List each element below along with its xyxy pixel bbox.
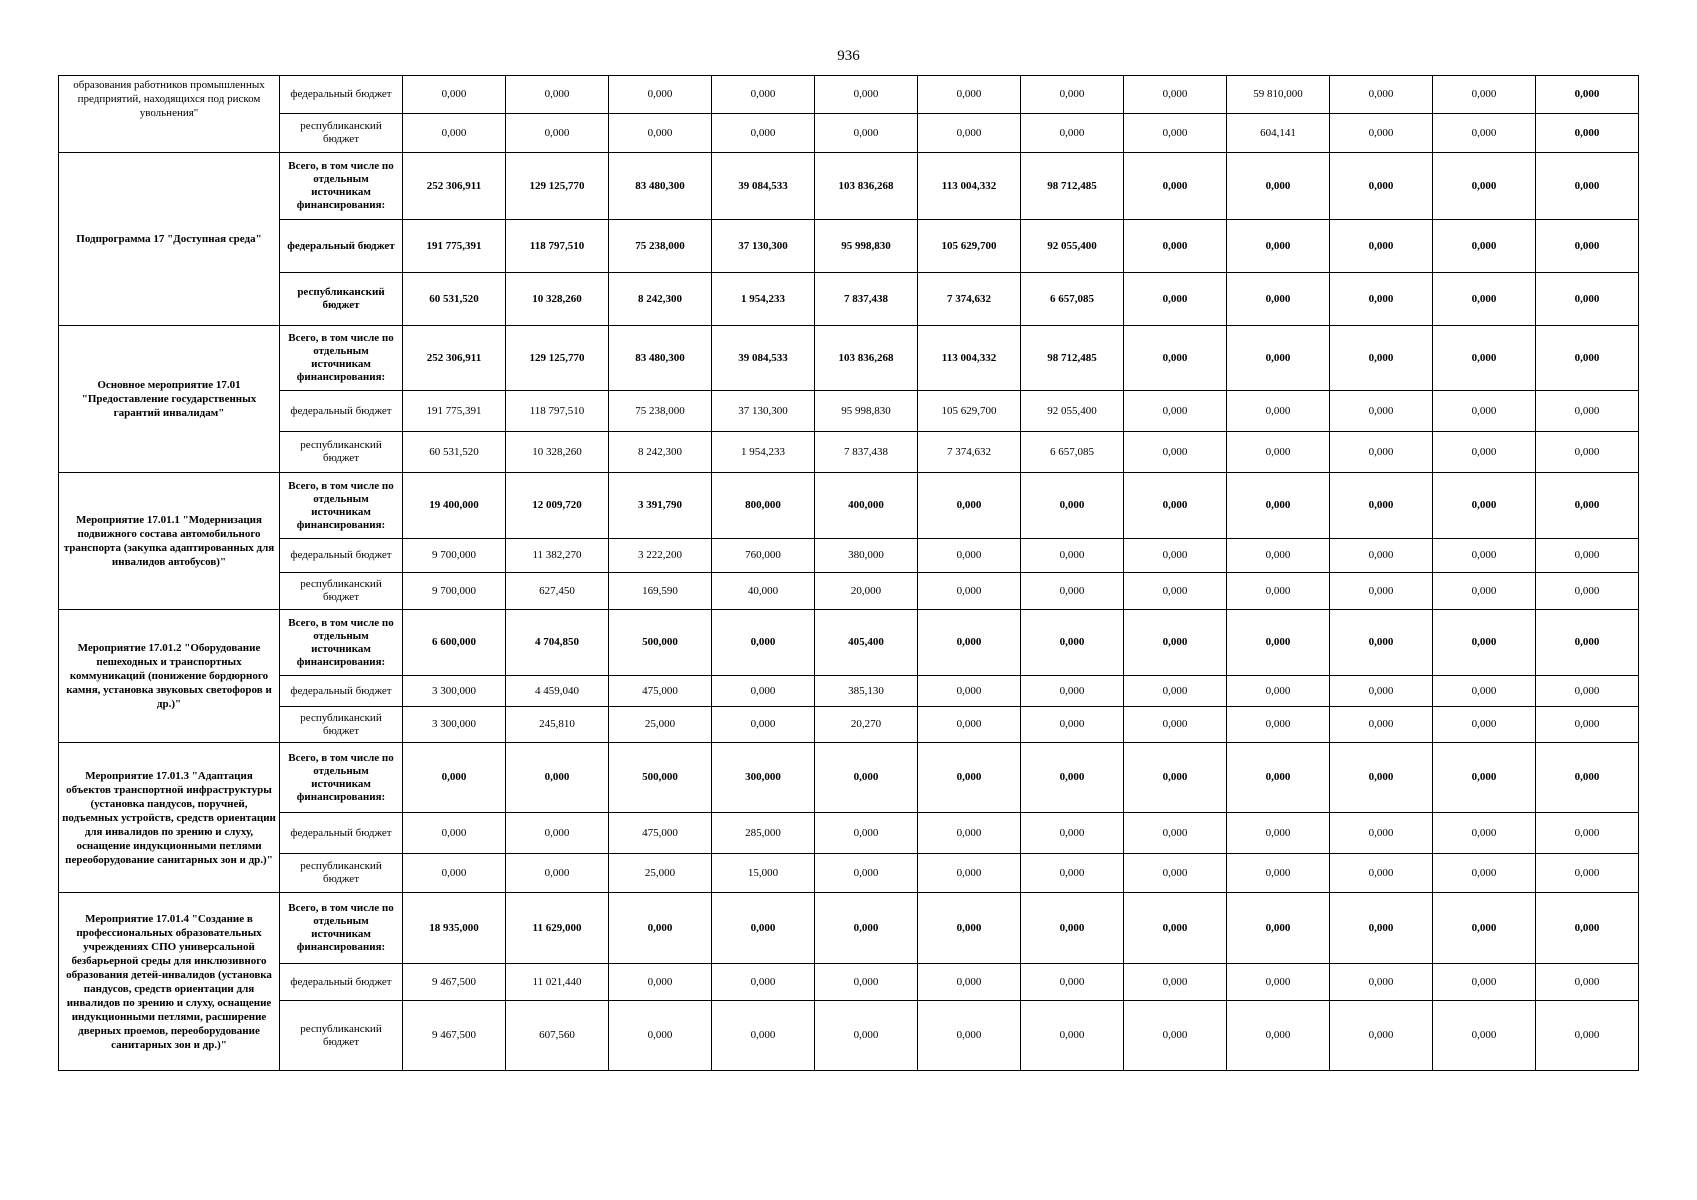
value-cell: 0,000	[403, 743, 506, 813]
value-cell: 0,000	[1536, 854, 1639, 893]
value-cell: 60 531,520	[403, 432, 506, 473]
value-cell: 0,000	[1330, 326, 1433, 391]
value-cell: 0,000	[1124, 813, 1227, 854]
value-cell: 0,000	[1536, 114, 1639, 153]
value-cell: 0,000	[1124, 893, 1227, 964]
value-cell: 0,000	[1124, 114, 1227, 153]
program-name-cell: Основное мероприятие 17.01 "Предоставление государственных гарантий инвалидам"	[59, 326, 280, 473]
value-cell: 0,000	[1536, 539, 1639, 573]
value-cell: 0,000	[712, 893, 815, 964]
value-cell: 37 130,300	[712, 391, 815, 432]
value-cell: 0,000	[1227, 1001, 1330, 1071]
value-cell: 105 629,700	[918, 391, 1021, 432]
value-cell: 0,000	[815, 743, 918, 813]
value-cell: 3 300,000	[403, 676, 506, 707]
value-cell: 0,000	[1227, 273, 1330, 326]
value-cell: 604,141	[1227, 114, 1330, 153]
value-cell: 1 954,233	[712, 273, 815, 326]
value-cell: 0,000	[1227, 153, 1330, 220]
funding-source-cell: федеральный бюджет	[280, 964, 403, 1001]
value-cell: 0,000	[712, 1001, 815, 1071]
value-cell: 0,000	[918, 676, 1021, 707]
value-cell: 11 382,270	[506, 539, 609, 573]
value-cell: 0,000	[918, 964, 1021, 1001]
value-cell: 1 954,233	[712, 432, 815, 473]
value-cell: 25,000	[609, 707, 712, 743]
value-cell: 0,000	[403, 854, 506, 893]
value-cell: 0,000	[506, 854, 609, 893]
value-cell: 98 712,485	[1021, 326, 1124, 391]
value-cell: 0,000	[918, 893, 1021, 964]
value-cell: 0,000	[1124, 153, 1227, 220]
value-cell: 475,000	[609, 813, 712, 854]
value-cell: 0,000	[1124, 539, 1227, 573]
value-cell: 0,000	[403, 813, 506, 854]
value-cell: 0,000	[1433, 610, 1536, 676]
value-cell: 0,000	[1330, 76, 1433, 114]
value-cell: 0,000	[918, 573, 1021, 610]
value-cell: 0,000	[1330, 220, 1433, 273]
value-cell: 0,000	[1536, 707, 1639, 743]
value-cell: 0,000	[1227, 610, 1330, 676]
value-cell: 11 021,440	[506, 964, 609, 1001]
funding-source-cell: Всего, в том числе по отдельным источникам финансирования:	[280, 893, 403, 964]
value-cell: 0,000	[918, 743, 1021, 813]
value-cell: 0,000	[1124, 707, 1227, 743]
value-cell: 0,000	[1227, 676, 1330, 707]
value-cell: 0,000	[1124, 743, 1227, 813]
value-cell: 37 130,300	[712, 220, 815, 273]
value-cell: 0,000	[1330, 473, 1433, 539]
value-cell: 0,000	[1536, 220, 1639, 273]
program-name-cell: Мероприятие 17.01.4 "Создание в профессиональных образовательных учреждениях СПО универсальной безбарьерной среды для инклюзивного образования детей-инвалидов (установка пандусов, средств ориентации для инвалидов по зрению и слуху, оснащение индукционными петлями, расширение дверных проемов, переоборудование санитарных зон и др.)"	[59, 893, 280, 1071]
value-cell: 0,000	[918, 813, 1021, 854]
value-cell: 0,000	[1124, 432, 1227, 473]
value-cell: 15,000	[712, 854, 815, 893]
funding-source-cell: Всего, в том числе по отдельным источникам финансирования:	[280, 743, 403, 813]
value-cell: 98 712,485	[1021, 153, 1124, 220]
value-cell: 105 629,700	[918, 220, 1021, 273]
funding-source-cell: федеральный бюджет	[280, 76, 403, 114]
value-cell: 500,000	[609, 610, 712, 676]
value-cell: 0,000	[1227, 326, 1330, 391]
value-cell: 0,000	[1021, 610, 1124, 676]
value-cell: 0,000	[609, 114, 712, 153]
value-cell: 95 998,830	[815, 220, 918, 273]
funding-source-cell: республиканский бюджет	[280, 854, 403, 893]
value-cell: 20,270	[815, 707, 918, 743]
funding-source-cell: Всего, в том числе по отдельным источникам финансирования:	[280, 473, 403, 539]
value-cell: 191 775,391	[403, 391, 506, 432]
value-cell: 39 084,533	[712, 326, 815, 391]
funding-source-cell: республиканский бюджет	[280, 114, 403, 153]
funding-source-cell: республиканский бюджет	[280, 707, 403, 743]
value-cell: 0,000	[1433, 220, 1536, 273]
value-cell: 0,000	[918, 610, 1021, 676]
value-cell: 0,000	[1124, 76, 1227, 114]
value-cell: 3 391,790	[609, 473, 712, 539]
value-cell: 0,000	[712, 676, 815, 707]
value-cell: 0,000	[506, 743, 609, 813]
table-row	[59, 432, 1639, 473]
table-row	[59, 273, 1639, 326]
funding-source-cell: федеральный бюджет	[280, 220, 403, 273]
funding-source-cell: республиканский бюджет	[280, 432, 403, 473]
value-cell: 0,000	[609, 1001, 712, 1071]
value-cell: 0,000	[506, 76, 609, 114]
budget-table	[58, 75, 1639, 1071]
value-cell: 83 480,300	[609, 326, 712, 391]
value-cell: 0,000	[1124, 676, 1227, 707]
value-cell: 0,000	[1021, 539, 1124, 573]
value-cell: 0,000	[1021, 676, 1124, 707]
value-cell: 0,000	[918, 114, 1021, 153]
value-cell: 760,000	[712, 539, 815, 573]
value-cell: 95 998,830	[815, 391, 918, 432]
value-cell: 6 657,085	[1021, 432, 1124, 473]
value-cell: 92 055,400	[1021, 220, 1124, 273]
value-cell: 0,000	[815, 854, 918, 893]
value-cell: 129 125,770	[506, 326, 609, 391]
table-row	[59, 76, 1639, 114]
value-cell: 0,000	[815, 1001, 918, 1071]
value-cell: 627,450	[506, 573, 609, 610]
value-cell: 8 242,300	[609, 432, 712, 473]
value-cell: 0,000	[1433, 676, 1536, 707]
value-cell: 0,000	[1227, 964, 1330, 1001]
value-cell: 20,000	[815, 573, 918, 610]
value-cell: 0,000	[815, 114, 918, 153]
value-cell: 475,000	[609, 676, 712, 707]
program-name-cell: Мероприятие 17.01.3 "Адаптация объектов транспортной инфраструктуры (установка пандусов, поручней, подъемных устройств, средств ориентации для инвалидов по зрению и слуху, оснащение индукционными петлями переоборудование санитарных зон и др.)"	[59, 743, 280, 893]
value-cell: 800,000	[712, 473, 815, 539]
value-cell: 0,000	[918, 473, 1021, 539]
value-cell: 0,000	[1433, 153, 1536, 220]
value-cell: 0,000	[815, 813, 918, 854]
value-cell: 59 810,000	[1227, 76, 1330, 114]
page-number: 936	[837, 48, 860, 64]
table-row	[59, 391, 1639, 432]
value-cell: 0,000	[1433, 539, 1536, 573]
value-cell: 0,000	[1021, 854, 1124, 893]
value-cell: 9 467,500	[403, 1001, 506, 1071]
value-cell: 0,000	[1536, 76, 1639, 114]
program-name-cell: образования работников промышленных предприятий, находящихся под риском увольнения"	[59, 76, 280, 153]
table-row	[59, 326, 1639, 391]
value-cell: 103 836,268	[815, 326, 918, 391]
table-row	[59, 964, 1639, 1001]
value-cell: 0,000	[1227, 391, 1330, 432]
value-cell: 0,000	[1433, 76, 1536, 114]
value-cell: 0,000	[918, 854, 1021, 893]
value-cell: 0,000	[918, 1001, 1021, 1071]
value-cell: 6 600,000	[403, 610, 506, 676]
value-cell: 0,000	[1433, 813, 1536, 854]
value-cell: 0,000	[815, 964, 918, 1001]
value-cell: 0,000	[1330, 153, 1433, 220]
value-cell: 0,000	[609, 964, 712, 1001]
value-cell: 9 467,500	[403, 964, 506, 1001]
value-cell: 40,000	[712, 573, 815, 610]
value-cell: 0,000	[1536, 743, 1639, 813]
value-cell: 75 238,000	[609, 391, 712, 432]
value-cell: 0,000	[1227, 893, 1330, 964]
value-cell: 0,000	[1021, 743, 1124, 813]
value-cell: 0,000	[1124, 391, 1227, 432]
value-cell: 0,000	[1330, 273, 1433, 326]
value-cell: 18 935,000	[403, 893, 506, 964]
value-cell: 0,000	[1227, 707, 1330, 743]
value-cell: 0,000	[1330, 391, 1433, 432]
value-cell: 0,000	[609, 893, 712, 964]
value-cell: 0,000	[1433, 573, 1536, 610]
value-cell: 0,000	[918, 707, 1021, 743]
value-cell: 0,000	[1433, 114, 1536, 153]
value-cell: 0,000	[1021, 76, 1124, 114]
value-cell: 0,000	[1433, 273, 1536, 326]
value-cell: 0,000	[1433, 707, 1536, 743]
value-cell: 7 374,632	[918, 432, 1021, 473]
value-cell: 0,000	[1536, 153, 1639, 220]
value-cell: 0,000	[1433, 473, 1536, 539]
value-cell: 400,000	[815, 473, 918, 539]
value-cell: 0,000	[1021, 813, 1124, 854]
program-name-cell: Подпрограмма 17 "Доступная среда"	[59, 153, 280, 326]
value-cell: 9 700,000	[403, 539, 506, 573]
value-cell: 0,000	[1536, 893, 1639, 964]
value-cell: 0,000	[403, 76, 506, 114]
value-cell: 0,000	[1330, 573, 1433, 610]
value-cell: 0,000	[1021, 114, 1124, 153]
value-cell: 285,000	[712, 813, 815, 854]
value-cell: 0,000	[1124, 273, 1227, 326]
value-cell: 0,000	[1536, 1001, 1639, 1071]
value-cell: 0,000	[1227, 473, 1330, 539]
value-cell: 405,400	[815, 610, 918, 676]
value-cell: 11 629,000	[506, 893, 609, 964]
value-cell: 0,000	[1433, 893, 1536, 964]
value-cell: 0,000	[1433, 432, 1536, 473]
value-cell: 0,000	[1021, 893, 1124, 964]
table-row	[59, 473, 1639, 539]
funding-source-cell: федеральный бюджет	[280, 539, 403, 573]
table-row	[59, 743, 1639, 813]
value-cell: 118 797,510	[506, 391, 609, 432]
value-cell: 0,000	[918, 76, 1021, 114]
table-row	[59, 893, 1639, 964]
value-cell: 0,000	[1227, 220, 1330, 273]
table-row	[59, 610, 1639, 676]
value-cell: 191 775,391	[403, 220, 506, 273]
value-cell: 0,000	[1124, 573, 1227, 610]
value-cell: 0,000	[712, 114, 815, 153]
value-cell: 0,000	[1433, 854, 1536, 893]
value-cell: 0,000	[1433, 326, 1536, 391]
value-cell: 0,000	[506, 813, 609, 854]
table-row	[59, 153, 1639, 220]
funding-source-cell: федеральный бюджет	[280, 676, 403, 707]
value-cell: 0,000	[1536, 610, 1639, 676]
value-cell: 113 004,332	[918, 326, 1021, 391]
value-cell: 83 480,300	[609, 153, 712, 220]
value-cell: 0,000	[403, 114, 506, 153]
value-cell: 607,560	[506, 1001, 609, 1071]
value-cell: 0,000	[1330, 854, 1433, 893]
funding-source-cell: республиканский бюджет	[280, 273, 403, 326]
table-row	[59, 854, 1639, 893]
value-cell: 19 400,000	[403, 473, 506, 539]
value-cell: 0,000	[1227, 432, 1330, 473]
value-cell: 0,000	[1227, 573, 1330, 610]
table-row	[59, 114, 1639, 153]
value-cell: 60 531,520	[403, 273, 506, 326]
program-name-cell: Мероприятие 17.01.2 "Оборудование пешеходных и транспортных коммуникаций (понижение бордюрного камня, установка звуковых светофоров и др.)"	[59, 610, 280, 743]
value-cell: 0,000	[1330, 432, 1433, 473]
funding-source-cell: Всего, в том числе по отдельным источникам финансирования:	[280, 153, 403, 220]
table-row	[59, 1001, 1639, 1071]
value-cell: 0,000	[1536, 473, 1639, 539]
value-cell: 0,000	[1536, 676, 1639, 707]
value-cell: 8 242,300	[609, 273, 712, 326]
value-cell: 0,000	[1021, 473, 1124, 539]
value-cell: 0,000	[712, 76, 815, 114]
value-cell: 385,130	[815, 676, 918, 707]
value-cell: 0,000	[1227, 539, 1330, 573]
value-cell: 0,000	[1021, 707, 1124, 743]
value-cell: 0,000	[815, 76, 918, 114]
funding-source-cell: республиканский бюджет	[280, 573, 403, 610]
value-cell: 7 837,438	[815, 273, 918, 326]
value-cell: 0,000	[1433, 964, 1536, 1001]
value-cell: 25,000	[609, 854, 712, 893]
value-cell: 0,000	[1227, 854, 1330, 893]
value-cell: 0,000	[1124, 473, 1227, 539]
value-cell: 0,000	[712, 610, 815, 676]
value-cell: 4 704,850	[506, 610, 609, 676]
value-cell: 0,000	[1021, 1001, 1124, 1071]
value-cell: 169,590	[609, 573, 712, 610]
value-cell: 113 004,332	[918, 153, 1021, 220]
value-cell: 0,000	[1124, 1001, 1227, 1071]
value-cell: 0,000	[1433, 391, 1536, 432]
value-cell: 0,000	[1227, 813, 1330, 854]
value-cell: 7 374,632	[918, 273, 1021, 326]
funding-source-cell: федеральный бюджет	[280, 813, 403, 854]
value-cell: 380,000	[815, 539, 918, 573]
value-cell: 0,000	[1536, 432, 1639, 473]
value-cell: 0,000	[1124, 854, 1227, 893]
value-cell: 92 055,400	[1021, 391, 1124, 432]
table-row	[59, 539, 1639, 573]
value-cell: 0,000	[1021, 573, 1124, 610]
value-cell: 12 009,720	[506, 473, 609, 539]
value-cell: 3 300,000	[403, 707, 506, 743]
value-cell: 10 328,260	[506, 432, 609, 473]
value-cell: 0,000	[1536, 573, 1639, 610]
value-cell: 0,000	[1330, 813, 1433, 854]
value-cell: 0,000	[712, 707, 815, 743]
value-cell: 39 084,533	[712, 153, 815, 220]
table-row	[59, 573, 1639, 610]
value-cell: 245,810	[506, 707, 609, 743]
value-cell: 0,000	[1330, 676, 1433, 707]
value-cell: 0,000	[1330, 707, 1433, 743]
value-cell: 0,000	[815, 893, 918, 964]
value-cell: 0,000	[1330, 610, 1433, 676]
funding-source-cell: республиканский бюджет	[280, 1001, 403, 1071]
value-cell: 103 836,268	[815, 153, 918, 220]
table-row	[59, 676, 1639, 707]
value-cell: 0,000	[1433, 1001, 1536, 1071]
table-body	[59, 76, 1639, 1071]
funding-source-cell: Всего, в том числе по отдельным источникам финансирования:	[280, 610, 403, 676]
value-cell: 0,000	[1330, 539, 1433, 573]
value-cell: 9 700,000	[403, 573, 506, 610]
value-cell: 0,000	[1433, 743, 1536, 813]
program-name-cell: Мероприятие 17.01.1 "Модернизация подвижного состава автомобильного транспорта (закупка адаптированных для инвалидов автобусов)"	[59, 473, 280, 610]
value-cell: 0,000	[1536, 273, 1639, 326]
value-cell: 3 222,200	[609, 539, 712, 573]
value-cell: 252 306,911	[403, 326, 506, 391]
value-cell: 4 459,040	[506, 676, 609, 707]
value-cell: 0,000	[1536, 813, 1639, 854]
value-cell: 0,000	[1330, 964, 1433, 1001]
value-cell: 7 837,438	[815, 432, 918, 473]
value-cell: 0,000	[1330, 893, 1433, 964]
value-cell: 0,000	[1536, 326, 1639, 391]
value-cell: 0,000	[918, 539, 1021, 573]
table-row	[59, 707, 1639, 743]
value-cell: 300,000	[712, 743, 815, 813]
value-cell: 0,000	[1124, 610, 1227, 676]
value-cell: 0,000	[506, 114, 609, 153]
table-row	[59, 220, 1639, 273]
value-cell: 0,000	[1330, 743, 1433, 813]
value-cell: 6 657,085	[1021, 273, 1124, 326]
value-cell: 0,000	[712, 964, 815, 1001]
value-cell: 0,000	[1124, 964, 1227, 1001]
value-cell: 0,000	[609, 76, 712, 114]
value-cell: 0,000	[1124, 220, 1227, 273]
value-cell: 10 328,260	[506, 273, 609, 326]
table-row	[59, 813, 1639, 854]
value-cell: 500,000	[609, 743, 712, 813]
value-cell: 0,000	[1536, 964, 1639, 1001]
value-cell: 0,000	[1536, 391, 1639, 432]
value-cell: 0,000	[1124, 326, 1227, 391]
value-cell: 129 125,770	[506, 153, 609, 220]
value-cell: 252 306,911	[403, 153, 506, 220]
value-cell: 118 797,510	[506, 220, 609, 273]
value-cell: 75 238,000	[609, 220, 712, 273]
funding-source-cell: Всего, в том числе по отдельным источникам финансирования:	[280, 326, 403, 391]
value-cell: 0,000	[1330, 114, 1433, 153]
funding-source-cell: федеральный бюджет	[280, 391, 403, 432]
value-cell: 0,000	[1227, 743, 1330, 813]
value-cell: 0,000	[1021, 964, 1124, 1001]
value-cell: 0,000	[1330, 1001, 1433, 1071]
